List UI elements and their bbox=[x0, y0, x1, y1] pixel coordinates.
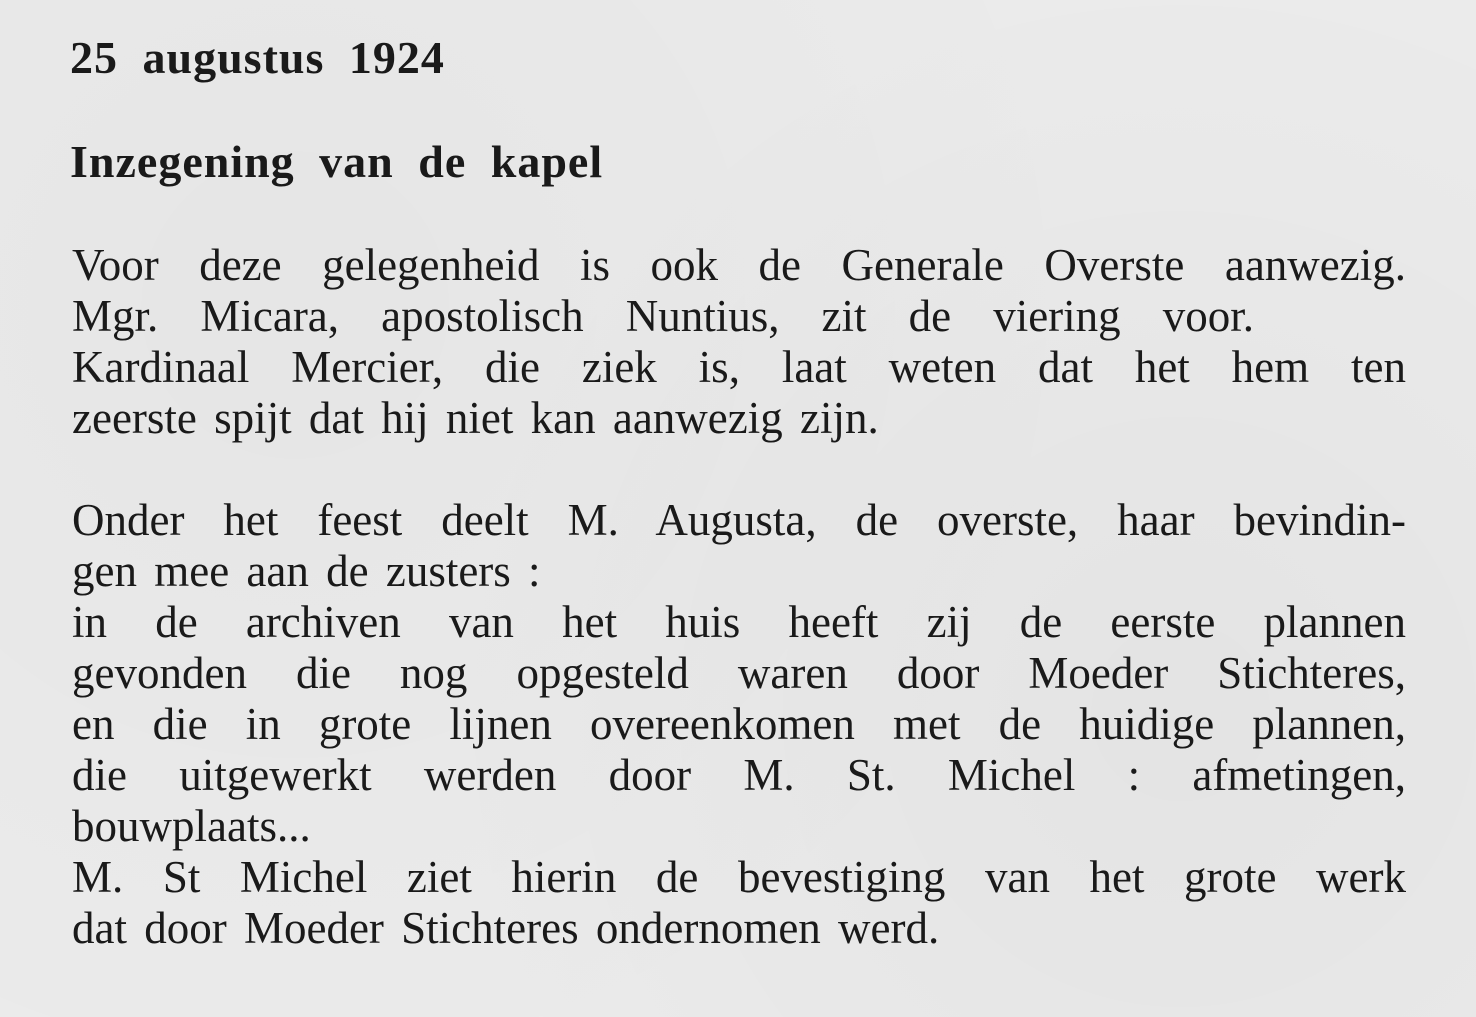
paragraph-line: gevonden die nog opgesteld waren door Moeder Stichteres, bbox=[72, 648, 1406, 698]
paragraph-line: gen mee aan de zusters : bbox=[72, 546, 541, 596]
paragraph-line: zeerste spijt dat hij niet kan aanwezig zijn. bbox=[72, 393, 879, 443]
paragraph-line: Voor deze gelegenheid is ook de Generale Overste aanwezig. bbox=[72, 240, 1406, 290]
paragraph-attendance bbox=[72, 240, 1406, 444]
paragraph-line: Mgr. Micara, apostolisch Nuntius, zit de viering voor. bbox=[72, 291, 1254, 341]
section-title: Inzegening van de kapel bbox=[70, 136, 604, 187]
paragraph-line: in de archiven van het huis heeft zij de eerste plannen bbox=[72, 597, 1406, 647]
paragraph-line: bouwplaats... bbox=[72, 801, 311, 851]
paragraph-line: en die in grote lijnen overeenkomen met de huidige plannen, bbox=[72, 699, 1406, 749]
paragraph-line: dat door Moeder Stichteres ondernomen werd. bbox=[72, 903, 940, 953]
document-date: 25 augustus 1924 bbox=[70, 32, 445, 83]
paragraph-line: die uitgewerkt werden door M. St. Michel : afmetingen, bbox=[72, 750, 1406, 800]
paragraph-line: Kardinaal Mercier, die ziek is, laat weten dat het hem ten bbox=[72, 342, 1406, 392]
paragraph-line: M. St Michel ziet hierin de bevestiging van het grote werk bbox=[72, 852, 1406, 902]
paragraph-line: Onder het feest deelt M. Augusta, de overste, haar bevindin- bbox=[72, 495, 1406, 545]
paragraph-findings bbox=[72, 495, 1406, 954]
